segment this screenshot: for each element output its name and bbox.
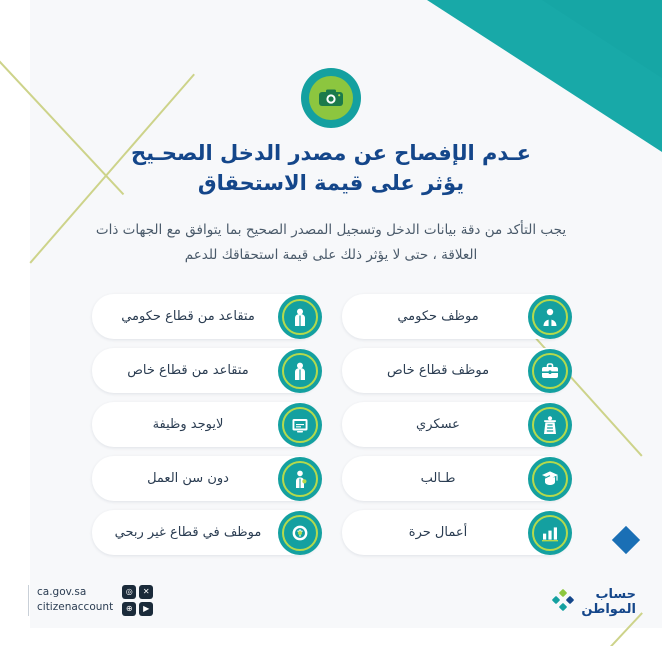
logo-diamond-2 — [552, 596, 560, 604]
card-no-job[interactable] — [92, 402, 320, 447]
card-military[interactable] — [342, 402, 570, 447]
instagram-icon[interactable]: ◎ — [122, 585, 136, 599]
icon-ring — [532, 353, 568, 389]
bottom-white-edge — [0, 628, 662, 646]
card-label: متقاعد من قطاع حكومي — [121, 309, 255, 324]
footer-handles — [28, 585, 113, 617]
card-student[interactable] — [342, 456, 570, 501]
under-working-age-icon — [278, 457, 322, 501]
card-private-retiree[interactable] — [92, 348, 320, 393]
card-label: موظف قطاع خاص — [386, 363, 490, 378]
no-job-icon — [278, 403, 322, 447]
logo-diamond-1 — [559, 589, 567, 597]
description-line-2: الجهات ذات العلاقة ، حتى لا يؤثر ذلك على قيمة استحقاقك للدعم — [95, 222, 478, 263]
freelance-icon — [528, 511, 572, 555]
icon-ring — [282, 515, 318, 551]
account-handle[interactable]: citizenaccount — [37, 601, 114, 614]
website-handle[interactable]: ca.gov.sa — [37, 585, 87, 598]
logo-diamond-4 — [559, 603, 567, 611]
student-icon — [528, 457, 572, 501]
headline-line-1: عـدم الإفصاح عن مصدر الدخل الصحـيح — [130, 141, 532, 165]
icon-ring — [532, 299, 568, 335]
military-icon — [528, 403, 572, 447]
card-government-employee[interactable] — [342, 294, 570, 339]
headline-line-2: يؤثر على قيمة الاستحقاق — [197, 171, 465, 196]
youtube-icon[interactable]: ▶ — [139, 602, 153, 616]
card-private-employee[interactable] — [342, 348, 570, 393]
description-line-1: يجب التأكد من دقة بيانات الدخل وتسجيل المصدر الصحيح بما يتوافق مع — [166, 222, 567, 238]
government-employee-icon — [528, 295, 572, 339]
brand-line-1: حساب — [595, 587, 636, 603]
brand-lockup — [552, 588, 636, 618]
badge-inner-circle — [309, 76, 353, 120]
footer-social-block — [28, 585, 153, 617]
card-label: لايوجد وظيفة — [152, 417, 224, 432]
card-label: موظف حكومي — [397, 309, 479, 324]
logo-diamond-3 — [566, 596, 574, 604]
citizen-account-logo — [552, 590, 574, 616]
page-title — [0, 138, 662, 199]
card-under-working-age[interactable] — [92, 456, 320, 501]
card-label: دون سن العمل — [147, 471, 229, 486]
card-government-retiree[interactable] — [92, 294, 320, 339]
card-label: عسكري — [416, 417, 460, 432]
icon-ring — [282, 353, 318, 389]
nonprofit-employee-icon — [278, 511, 322, 555]
icon-ring — [532, 515, 568, 551]
description-text — [0, 218, 662, 268]
card-freelance[interactable] — [342, 510, 570, 555]
icon-ring — [282, 407, 318, 443]
brand-name — [581, 588, 636, 618]
private-retiree-icon — [278, 349, 322, 393]
government-retiree-icon — [278, 295, 322, 339]
money-camera-icon — [301, 68, 361, 128]
social-icons-grid — [122, 585, 153, 616]
brand-line-2: المواطن — [581, 602, 636, 618]
icon-ring — [532, 407, 568, 443]
x-icon[interactable]: ✕ — [139, 585, 153, 599]
icon-ring — [282, 461, 318, 497]
briefcase-icon — [528, 349, 572, 393]
card-label: متقاعد من قطاع خاص — [127, 363, 249, 378]
card-nonprofit-employee[interactable] — [92, 510, 320, 555]
card-label: موظف في قطاع غير ربحي — [114, 525, 262, 540]
card-label: أعمال حرة — [408, 525, 468, 540]
icon-ring — [532, 461, 568, 497]
card-label: طـالب — [420, 471, 456, 486]
globe-icon[interactable]: ⊕ — [122, 602, 136, 616]
income-source-grid — [0, 294, 662, 555]
icon-ring — [282, 299, 318, 335]
